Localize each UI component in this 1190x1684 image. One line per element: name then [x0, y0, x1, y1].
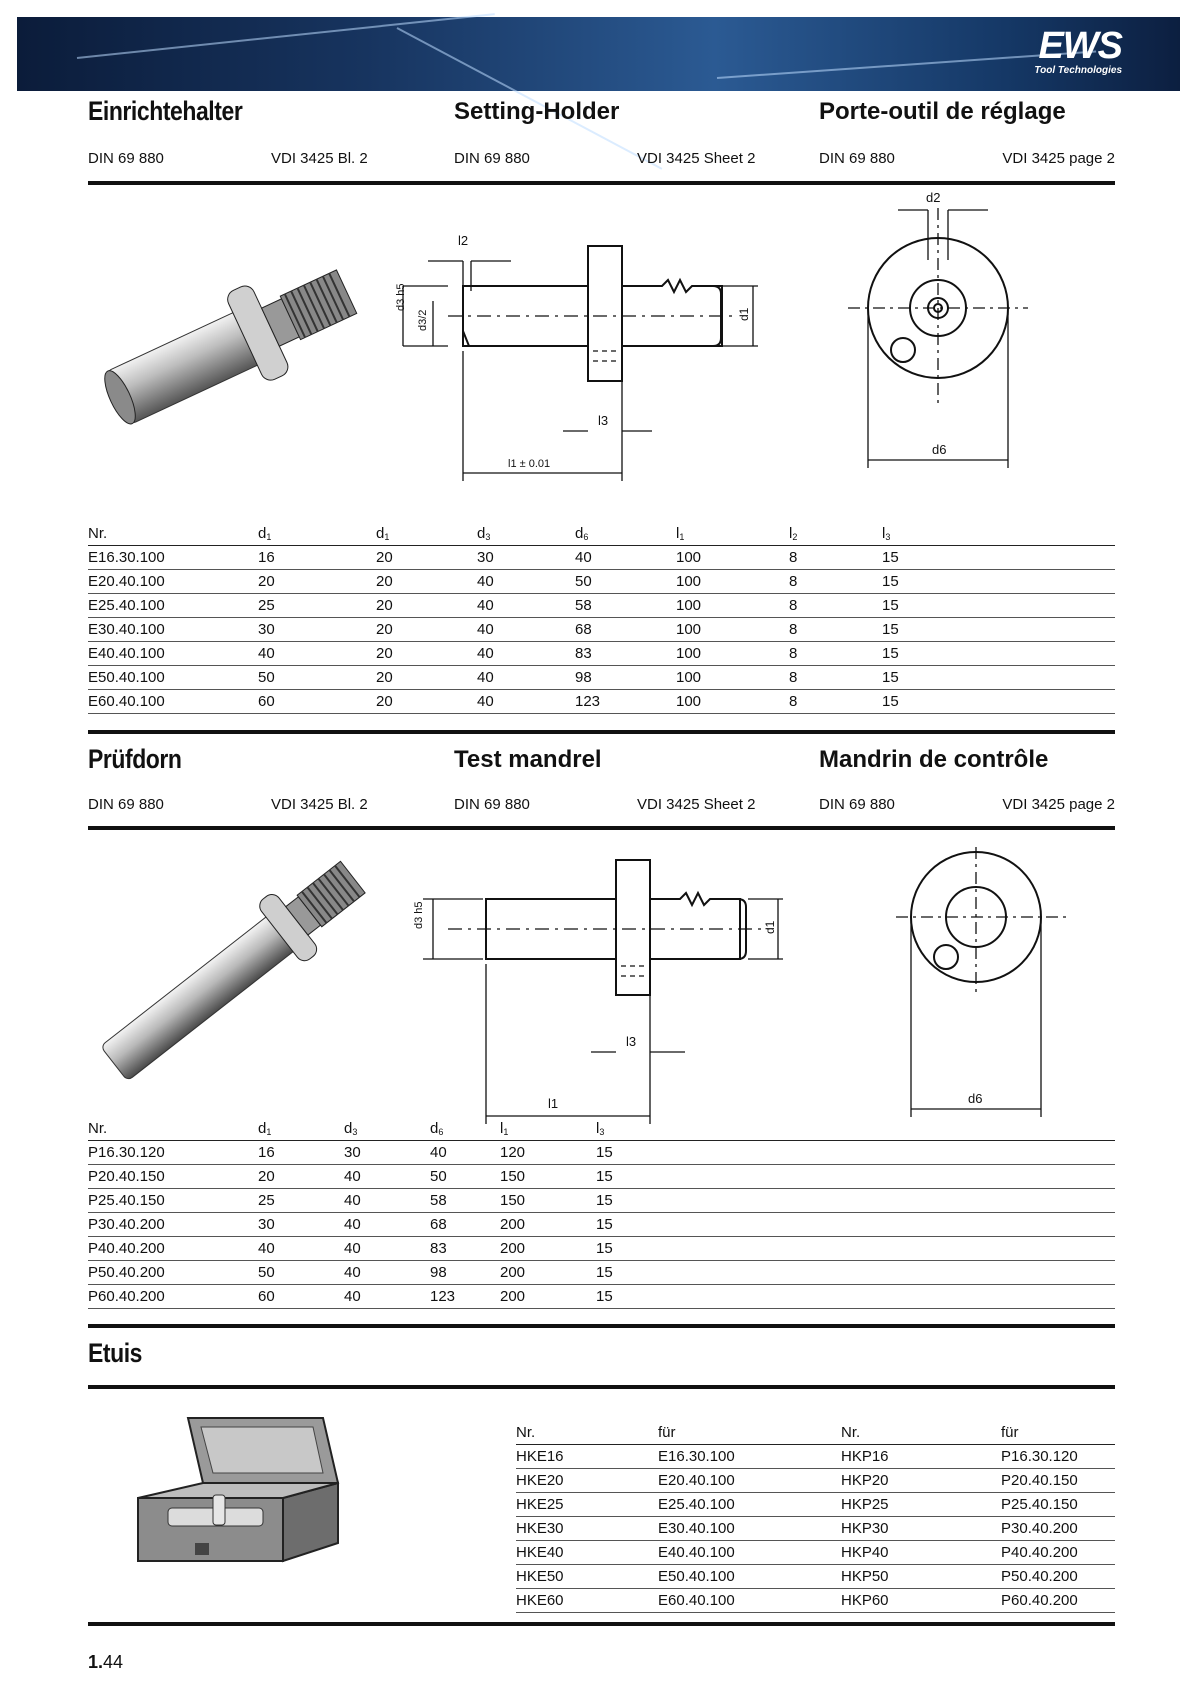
table-cell: E20.40.100	[658, 1469, 841, 1493]
table-cell: 16	[258, 546, 376, 570]
table-row	[88, 618, 1115, 642]
test-mandrel-section	[88, 744, 1115, 1304]
table-cell: E30.40.100	[88, 618, 258, 642]
table-cell: 200	[500, 1237, 596, 1261]
col-nr: Nr.	[88, 1117, 258, 1141]
table-cell: HKE25	[516, 1493, 658, 1517]
table-cell: 15	[596, 1141, 1115, 1165]
table-cell: P40.40.200	[1001, 1541, 1115, 1565]
table-cell: 40	[258, 642, 376, 666]
table-cell: 100	[676, 618, 789, 642]
table-cell: P60.40.200	[1001, 1589, 1115, 1613]
table-cell: 25	[258, 594, 376, 618]
table-cell: 83	[575, 642, 676, 666]
section-title-en: Setting-Holder	[454, 98, 620, 125]
table-cell: 40	[430, 1141, 500, 1165]
table-cell: 15	[882, 570, 1115, 594]
col-l3: l3	[596, 1117, 1115, 1141]
section-rule	[88, 1385, 1115, 1389]
col-d3: d3	[344, 1117, 430, 1141]
table-cell: E25.40.100	[658, 1493, 841, 1517]
table-cell: HKE50	[516, 1565, 658, 1589]
table-cell: 58	[575, 594, 676, 618]
cases-table	[516, 1421, 1115, 1613]
col-l1: l1	[500, 1117, 596, 1141]
table-row	[88, 642, 1115, 666]
test-mandrel-front-drawing	[876, 847, 1096, 1127]
table-cell: 20	[376, 690, 477, 714]
test-mandrel-photo	[88, 859, 408, 1059]
table-cell: 100	[676, 570, 789, 594]
table-cell: P20.40.150	[88, 1165, 258, 1189]
section-title-fr: Mandrin de contrôle	[819, 746, 1049, 773]
table-cell: P30.40.200	[1001, 1517, 1115, 1541]
table-cell: 100	[676, 666, 789, 690]
norm-vdi: VDI 3425 Sheet 2	[637, 150, 756, 167]
table-cell: 30	[344, 1141, 430, 1165]
cases-section	[88, 1338, 1115, 1638]
table-cell: 40	[477, 618, 575, 642]
col-d1: d1	[258, 1117, 344, 1141]
table-cell: 15	[882, 594, 1115, 618]
header-banner	[17, 17, 1180, 91]
table-row	[88, 1261, 1115, 1285]
setting-holder-photo	[88, 226, 368, 426]
label-l3: l3	[626, 1034, 637, 1049]
norm-vdi: VDI 3425 page 2	[1002, 150, 1115, 167]
section-rule	[88, 1324, 1115, 1328]
col-fuer: für	[1001, 1421, 1115, 1445]
table-row	[516, 1517, 1115, 1541]
table-cell: HKE60	[516, 1589, 658, 1613]
norm-din: DIN 69 880	[454, 150, 530, 167]
label-d1: d1	[763, 920, 777, 934]
table-cell: 8	[789, 546, 882, 570]
setting-holder-side-drawing	[395, 211, 768, 481]
table-cell: E40.40.100	[658, 1541, 841, 1565]
table-cell: 120	[500, 1141, 596, 1165]
table-cell: 15	[882, 690, 1115, 714]
table-row	[88, 666, 1115, 690]
table-cell: 8	[789, 690, 882, 714]
norm-din: DIN 69 880	[88, 796, 164, 813]
table-cell: P25.40.150	[88, 1189, 258, 1213]
table-cell: 40	[258, 1237, 344, 1261]
table-cell: E30.40.100	[658, 1517, 841, 1541]
table-header-row	[88, 522, 1115, 546]
section-title-de: Etuis	[88, 1338, 142, 1368]
section-title-de: Einrichtehalter	[88, 96, 243, 126]
section-title-fr: Porte-outil de réglage	[819, 98, 1066, 125]
table-cell: 58	[430, 1189, 500, 1213]
table-cell: 100	[676, 546, 789, 570]
table-cell: P20.40.150	[1001, 1469, 1115, 1493]
table-row	[88, 690, 1115, 714]
table-cell: HKP30	[841, 1517, 1001, 1541]
table-cell: 15	[882, 642, 1115, 666]
table-cell: 40	[477, 666, 575, 690]
table-cell: P16.30.120	[1001, 1445, 1115, 1469]
table-cell: 15	[596, 1261, 1115, 1285]
table-cell: 20	[376, 570, 477, 594]
table-cell: 40	[477, 690, 575, 714]
table-cell: 15	[596, 1213, 1115, 1237]
label-d6: d6	[968, 1091, 983, 1106]
table-cell: 16	[258, 1141, 344, 1165]
table-row	[516, 1493, 1115, 1517]
table-cell: E60.40.100	[88, 690, 258, 714]
table-cell: 40	[477, 570, 575, 594]
norm-vdi: VDI 3425 Bl. 2	[271, 796, 368, 813]
table-cell: 25	[258, 1189, 344, 1213]
table-body	[516, 1445, 1115, 1613]
logo-mark: EWS	[1038, 25, 1122, 67]
table-cell: 15	[596, 1285, 1115, 1309]
setting-holder-front-drawing	[848, 188, 1088, 488]
label-d1: d1	[737, 307, 751, 321]
table-cell: 40	[575, 546, 676, 570]
table-cell: P50.40.200	[88, 1261, 258, 1285]
norm-din: DIN 69 880	[819, 796, 895, 813]
col-l1: l1	[676, 522, 789, 546]
table-cell: 15	[596, 1237, 1115, 1261]
table-cell: P25.40.150	[1001, 1493, 1115, 1517]
table-cell: 98	[430, 1261, 500, 1285]
table-cell: 68	[430, 1213, 500, 1237]
col-d3: d3	[477, 522, 575, 546]
table-body	[88, 1141, 1115, 1309]
table-cell: 50	[430, 1165, 500, 1189]
section-title-de: Prüfdorn	[88, 744, 182, 774]
table-cell: 8	[789, 642, 882, 666]
table-cell: HKP25	[841, 1493, 1001, 1517]
table-body	[88, 546, 1115, 714]
table-cell: 40	[344, 1261, 430, 1285]
table-cell: 20	[376, 618, 477, 642]
table-row	[88, 594, 1115, 618]
table-cell: 98	[575, 666, 676, 690]
norm-din: DIN 69 880	[819, 150, 895, 167]
table-cell: P16.30.120	[88, 1141, 258, 1165]
table-row	[88, 1141, 1115, 1165]
section-rule	[88, 1622, 1115, 1626]
table-cell: E50.40.100	[658, 1565, 841, 1589]
table-row	[516, 1445, 1115, 1469]
label-l2: l2	[458, 233, 469, 248]
table-cell: 40	[344, 1285, 430, 1309]
table-cell: 123	[575, 690, 676, 714]
table-cell: 20	[376, 594, 477, 618]
table-row	[516, 1589, 1115, 1613]
table-cell: 30	[477, 546, 575, 570]
table-cell: 40	[477, 642, 575, 666]
table-cell: 40	[477, 594, 575, 618]
table-cell: 15	[882, 618, 1115, 642]
section-rule	[88, 181, 1115, 185]
col-nr: Nr.	[88, 522, 258, 546]
setting-holder-section	[88, 96, 1115, 716]
table-cell: P30.40.200	[88, 1213, 258, 1237]
table-row	[88, 1165, 1115, 1189]
col-nr: Nr.	[516, 1421, 658, 1445]
case-photo	[133, 1413, 343, 1563]
table-cell: 20	[258, 1165, 344, 1189]
table-cell: HKP60	[841, 1589, 1001, 1613]
col-d6: d6	[575, 522, 676, 546]
table-cell: 50	[575, 570, 676, 594]
col-l3: l3	[882, 522, 1115, 546]
table-cell: 8	[789, 618, 882, 642]
label-l1: l1	[548, 1096, 559, 1111]
col-d1: d1	[258, 522, 376, 546]
table-cell: 60	[258, 1285, 344, 1309]
banner-streak	[77, 13, 495, 59]
table-cell: 150	[500, 1165, 596, 1189]
label-l1: l1 ± 0.01	[508, 458, 551, 470]
table-cell: HKP40	[841, 1541, 1001, 1565]
table-header-row	[88, 1117, 1115, 1141]
table-cell: 123	[430, 1285, 500, 1309]
table-cell: P60.40.200	[88, 1285, 258, 1309]
table-cell: 20	[258, 570, 376, 594]
table-cell: 15	[882, 546, 1115, 570]
table-row	[88, 1237, 1115, 1261]
ews-logo	[992, 27, 1122, 77]
table-cell: 200	[500, 1213, 596, 1237]
table-row	[88, 1189, 1115, 1213]
table-cell: 200	[500, 1285, 596, 1309]
table-cell: E16.30.100	[88, 546, 258, 570]
table-cell: HKE20	[516, 1469, 658, 1493]
table-cell: 83	[430, 1237, 500, 1261]
table-row	[516, 1565, 1115, 1589]
table-cell: HKP16	[841, 1445, 1001, 1469]
label-d3h5: d3 h5	[395, 283, 407, 311]
table-cell: E50.40.100	[88, 666, 258, 690]
norm-vdi: VDI 3425 page 2	[1002, 796, 1115, 813]
table-cell: HKE30	[516, 1517, 658, 1541]
table-cell: HKP20	[841, 1469, 1001, 1493]
norm-vdi: VDI 3425 Bl. 2	[271, 150, 368, 167]
table-cell: 15	[596, 1189, 1115, 1213]
table-cell: HKE40	[516, 1541, 658, 1565]
section-rule	[88, 826, 1115, 830]
table-cell: 100	[676, 642, 789, 666]
table-cell: 15	[882, 666, 1115, 690]
table-row	[88, 546, 1115, 570]
table-cell: 30	[258, 618, 376, 642]
table-cell: 30	[258, 1213, 344, 1237]
table-cell: 15	[596, 1165, 1115, 1189]
test-mandrel-table	[88, 1117, 1115, 1309]
label-d3h5: d3 h5	[413, 901, 425, 929]
table-cell: 40	[344, 1165, 430, 1189]
table-cell: 200	[500, 1261, 596, 1285]
table-header-row	[516, 1421, 1115, 1445]
table-cell: 20	[376, 642, 477, 666]
table-cell: 8	[789, 666, 882, 690]
col-l2: l2	[789, 522, 882, 546]
table-cell: E20.40.100	[88, 570, 258, 594]
table-cell: 20	[376, 666, 477, 690]
label-l3: l3	[598, 413, 609, 428]
table-row	[88, 570, 1115, 594]
page-chapter: 1.	[88, 1652, 104, 1672]
table-cell: 20	[376, 546, 477, 570]
test-mandrel-side-drawing	[408, 854, 788, 1124]
setting-holder-table	[88, 522, 1115, 714]
table-cell: HKP50	[841, 1565, 1001, 1589]
section-rule	[88, 730, 1115, 734]
col-d6: d6	[430, 1117, 500, 1141]
logo-tagline: Tool Technologies	[1034, 65, 1122, 76]
label-d2: d2	[926, 190, 941, 205]
norm-din: DIN 69 880	[454, 796, 530, 813]
table-cell: 50	[258, 666, 376, 690]
norm-vdi: VDI 3425 Sheet 2	[637, 796, 756, 813]
norm-din: DIN 69 880	[88, 150, 164, 167]
col-nr: Nr.	[841, 1421, 1001, 1445]
table-cell: 60	[258, 690, 376, 714]
label-d6: d6	[932, 442, 947, 457]
table-cell: P50.40.200	[1001, 1565, 1115, 1589]
col-fuer: für	[658, 1421, 841, 1445]
table-row	[88, 1285, 1115, 1309]
table-row	[516, 1469, 1115, 1493]
table-row	[516, 1541, 1115, 1565]
table-cell: 150	[500, 1189, 596, 1213]
table-cell: 8	[789, 594, 882, 618]
table-cell: 40	[344, 1189, 430, 1213]
col-d1: d1	[376, 522, 477, 546]
table-cell: 100	[676, 594, 789, 618]
section-title-en: Test mandrel	[454, 746, 602, 773]
page-number	[88, 1652, 123, 1673]
table-cell: 68	[575, 618, 676, 642]
table-cell: 50	[258, 1261, 344, 1285]
table-cell: P40.40.200	[88, 1237, 258, 1261]
table-cell: 8	[789, 570, 882, 594]
table-cell: E25.40.100	[88, 594, 258, 618]
label-d3-half: d3/2	[417, 309, 429, 331]
table-cell: E16.30.100	[658, 1445, 841, 1469]
table-cell: E60.40.100	[658, 1589, 841, 1613]
table-row	[88, 1213, 1115, 1237]
table-cell: E40.40.100	[88, 642, 258, 666]
table-cell: 40	[344, 1213, 430, 1237]
page-num: 44	[103, 1652, 124, 1672]
table-cell: 100	[676, 690, 789, 714]
table-cell: 40	[344, 1237, 430, 1261]
table-cell: HKE16	[516, 1445, 658, 1469]
